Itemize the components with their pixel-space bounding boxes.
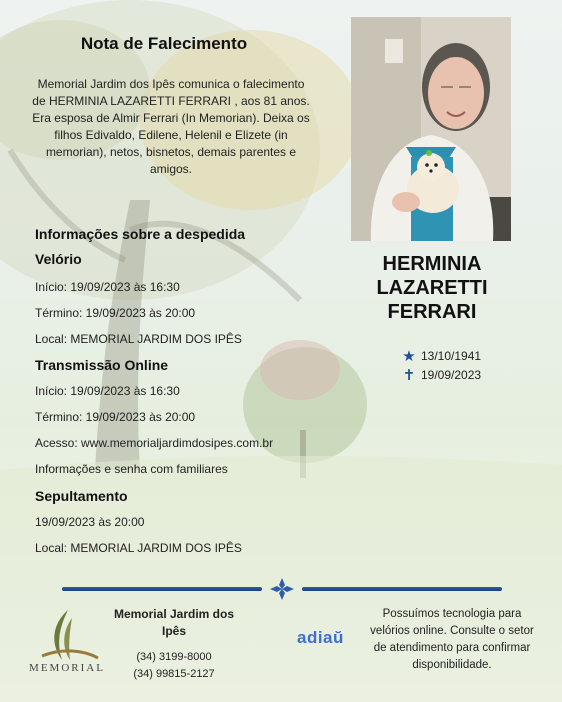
name-line-2: LAZARETTI xyxy=(376,277,488,299)
birth-date-row xyxy=(401,347,481,365)
burial-location: Local: MEMORIAL JARDIM DOS IPÊS xyxy=(35,541,242,555)
deceased-name xyxy=(352,252,512,324)
portrait-photo xyxy=(351,17,511,241)
divider-right-bar xyxy=(302,587,502,591)
online-end: Término: 19/09/2023 às 20:00 xyxy=(35,410,196,424)
cross-icon: ✝ xyxy=(402,367,416,384)
death-date: 19/09/2023 xyxy=(421,368,482,382)
notice-title: Nota de Falecimento xyxy=(80,34,248,53)
birth-date: 13/10/1941 xyxy=(421,349,482,363)
death-date-row xyxy=(401,366,481,384)
org-name-line-1: Memorial Jardim dos xyxy=(113,607,235,621)
online-start: Início: 19/09/2023 às 16:30 xyxy=(35,384,180,398)
ornament-icon xyxy=(270,578,294,600)
memorial-logo-text: MEMORIAL xyxy=(29,662,105,674)
velorio-end: Término: 19/09/2023 às 20:00 xyxy=(35,306,196,320)
phone-mobile: (34) 99815-2127 xyxy=(133,668,215,680)
name-line-3: FERRARI xyxy=(387,301,477,323)
online-info: Informações e senha com familiares xyxy=(35,462,228,476)
farewell-title: Informações sobre a despedida xyxy=(35,226,246,242)
org-name xyxy=(112,606,236,640)
org-name-line-2: Ipês xyxy=(161,624,186,638)
star-icon: ★ xyxy=(402,348,416,365)
divider-left-bar xyxy=(62,587,262,591)
partner-logo: adiaŭ xyxy=(297,628,344,647)
name-line-1: HERMINIA xyxy=(382,253,482,275)
section-divider xyxy=(62,578,502,600)
online-access: Acesso: www.memorialjardimdosipes.com.br xyxy=(35,436,274,450)
burial-datetime: 19/09/2023 às 20:00 xyxy=(35,515,145,529)
velorio-title: Velório xyxy=(35,251,82,267)
velorio-location: Local: MEMORIAL JARDIM DOS IPÊS xyxy=(35,332,242,346)
velorio-start: Início: 19/09/2023 às 16:30 xyxy=(35,280,180,294)
online-title: Transmissão Online xyxy=(35,357,169,373)
burial-title: Sepultamento xyxy=(35,488,128,504)
online-tech-notice: Possuímos tecnologia para velórios online. Consulte o setor de atendimento para confirmar disponibilidade. xyxy=(370,608,534,671)
notice-intro: Memorial Jardim dos Ipês comunica o falecimento de HERMINIA LAZARETTI FERRARI , aos 81 anos. Era esposa de Almir Ferrari (In Memorian). Deixa os filhos Edivaldo, Edilene, Helenil e Elizete (in memorian), netos, bisnetos, demais parentes e amigos. xyxy=(32,77,310,176)
phone-landline: (34) 3199-8000 xyxy=(136,651,212,663)
